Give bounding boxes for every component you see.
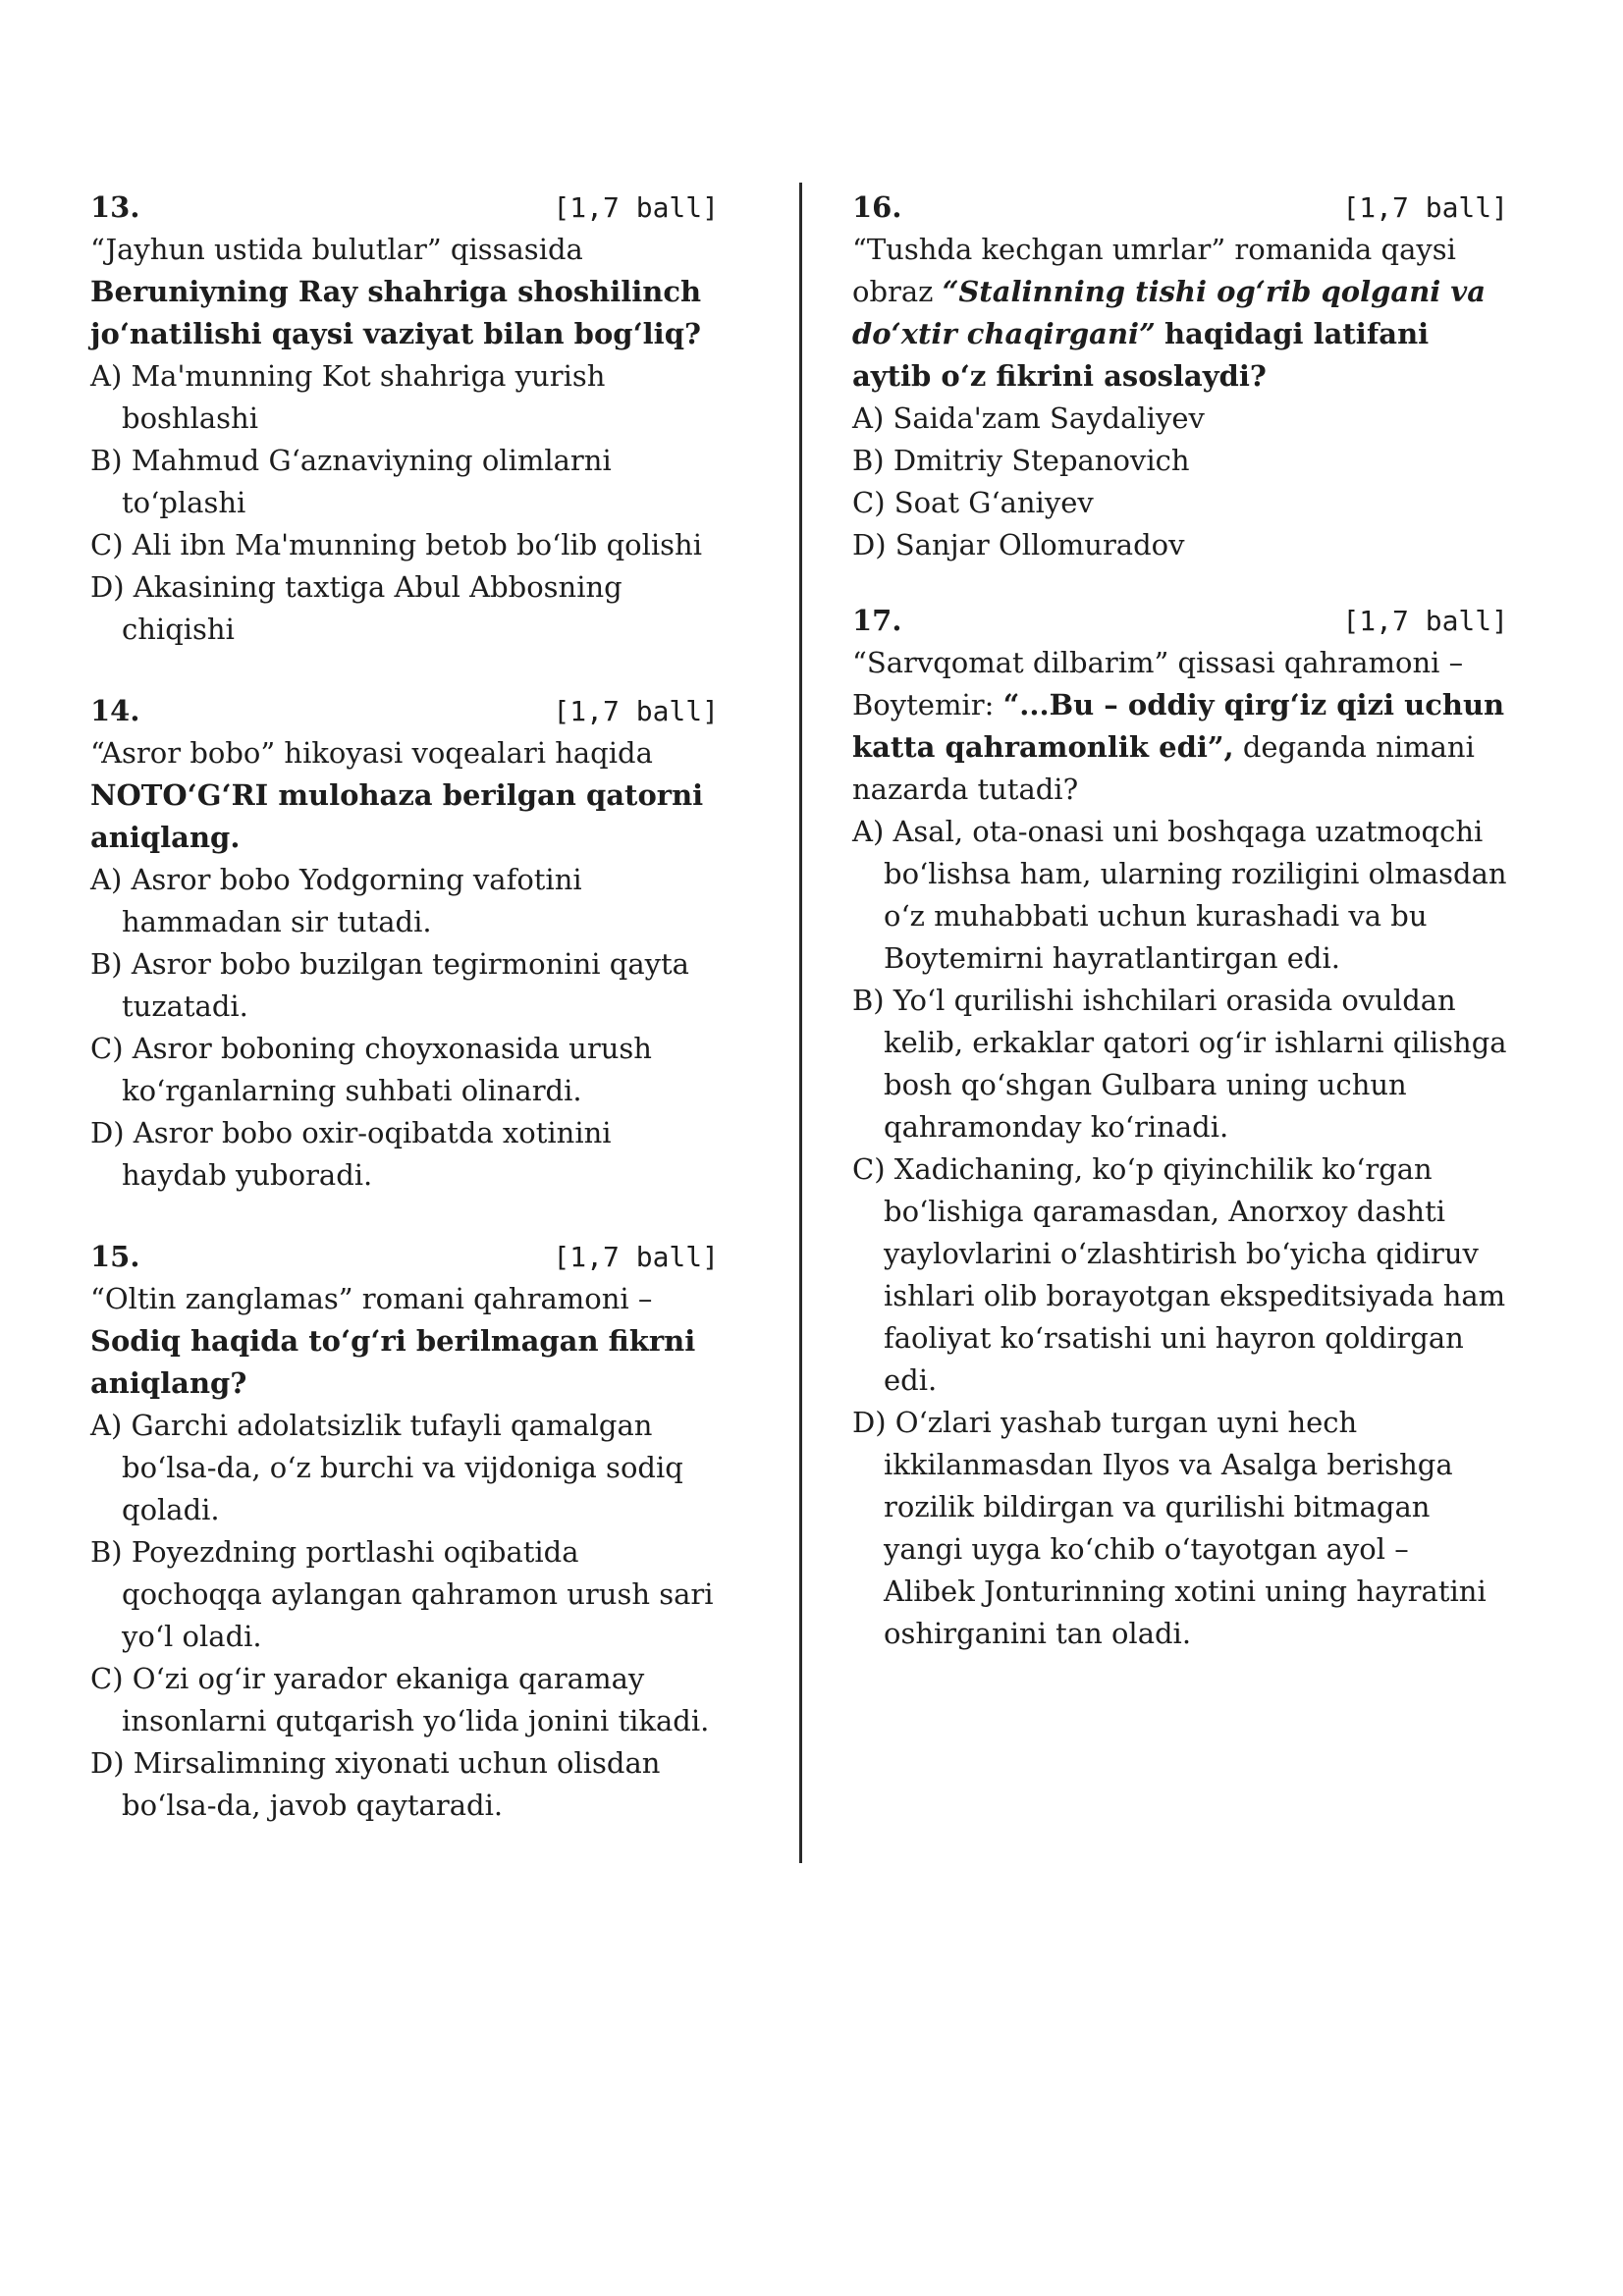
option-b: B) Mahmud G‘aznaviyning olimlarni to‘plashi bbox=[90, 444, 612, 519]
question-header bbox=[90, 187, 719, 229]
question-17 bbox=[852, 600, 1508, 1655]
question-stem bbox=[90, 732, 719, 859]
option-c: C) O‘zi og‘ir yarador ekaniga qaramay insonlarni qutqarish yo‘lida jonini tikadi. bbox=[90, 1662, 710, 1737]
option-b: B) Poyezdning portlashi oqibatida qochoqqa aylangan qahramon urush sari yo‘l oladi. bbox=[90, 1535, 714, 1653]
question-stem-ask: “...Bu – oddiy qirg‘iz qizi uchun katta qahramonlik edi”, bbox=[852, 688, 1505, 764]
option-d: D) Asror bobo oxir-oqibatda xotinini haydab yuboradi. bbox=[90, 1116, 612, 1192]
option-b: B) Asror bobo buzilgan tegirmonini qayta tuzatadi. bbox=[90, 947, 689, 1023]
left-column bbox=[90, 187, 719, 1860]
question-header bbox=[90, 1236, 719, 1278]
question-stem-lead: “Jayhun ustida bulutlar” qissasida bbox=[90, 233, 583, 266]
answer-options bbox=[90, 355, 719, 651]
option-a: A) Asror bobo Yodgorning vafotini hammadan sir tutadi. bbox=[90, 863, 582, 938]
question-13 bbox=[90, 187, 719, 651]
question-number: 13. bbox=[90, 190, 140, 224]
right-column bbox=[852, 187, 1508, 1688]
answer-options bbox=[90, 1405, 719, 1827]
question-header bbox=[90, 690, 719, 732]
question-16 bbox=[852, 187, 1508, 566]
option-b: B) Yo‘l qurilishi ishchilari orasida ovuldan kelib, erkaklar qatori og‘ir ishlarni qilishga bosh qo‘shgan Gulbara uning uchun qahramonday ko‘rinadi. bbox=[852, 984, 1507, 1144]
option-c: C) Xadichaning, ko‘p qiyinchilik ko‘rgan bo‘lishiga qaramasdan, Anorxoy dashti yaylovlarini o‘zlashtirish bo‘yicha qidiruv ishlari olib borayotgan ekspeditsiyada ham faoliyat ko‘rsatishi uni hayron qoldirgan edi. bbox=[852, 1152, 1506, 1397]
question-stem bbox=[90, 1278, 719, 1405]
option-d: D) Akasining taxtiga Abul Abbosning chiqishi bbox=[90, 570, 622, 646]
question-stem-ask: Beruniyning Ray shahriga shoshilinch jo‘natilishi qaysi vaziyat bilan bog‘liq? bbox=[90, 275, 702, 350]
question-stem-lead: “Sarvqomat dilbarim” qissasi qahramoni – Boytemir: bbox=[852, 646, 1464, 721]
option-d: D) Mirsalimning xiyonati uchun olisdan bo‘lsa-da, javob qaytaradi. bbox=[90, 1746, 661, 1822]
question-stem-ask: NOTO‘G‘RI mulohaza berilgan qatorni aniqlang. bbox=[90, 778, 704, 854]
option-a: A) Saida'zam Saydaliyev bbox=[852, 401, 1205, 435]
option-b: B) Dmitriy Stepanovich bbox=[852, 444, 1190, 477]
question-points: [1,7 ball] bbox=[553, 1241, 719, 1273]
option-c: C) Asror boboning choyxonasida urush ko‘rganlarning suhbati olinardi. bbox=[90, 1032, 652, 1107]
answer-options bbox=[852, 398, 1508, 566]
question-stem-lead: “Asror bobo” hikoyasi voqealari haqida bbox=[90, 736, 653, 770]
question-stem-lead: “Tushda kechgan umrlar” romanida qaysi obraz bbox=[852, 233, 1456, 308]
question-header bbox=[852, 187, 1508, 229]
option-a: A) Garchi adolatsizlik tufayli qamalgan bo‘lsa-da, o‘z burchi va vijdoniga sodiq qoladi. bbox=[90, 1409, 683, 1526]
option-d: D) O‘zlari yashab turgan uyni hech ikkilanmasdan Ilyos va Asalga berishga rozilik bildirgan va qurilishi bitmagan yangi uyga ko‘chib o‘tayotgan ayol – Alibek Jonturinning xotini uning hayratini oshirganini tan oladi. bbox=[852, 1406, 1487, 1650]
question-number: 14. bbox=[90, 694, 140, 727]
option-d: D) Sanjar Ollomuradov bbox=[852, 528, 1185, 561]
question-stem-quote: “Stalinning tishi og‘rib qolgani va do‘xtir chaqirgani” bbox=[852, 275, 1487, 350]
question-stem-tail: deganda nimani nazarda tutadi? bbox=[852, 730, 1475, 806]
answer-options bbox=[852, 811, 1508, 1655]
question-number: 17. bbox=[852, 604, 902, 637]
question-points: [1,7 ball] bbox=[1342, 605, 1508, 637]
question-15 bbox=[90, 1236, 719, 1827]
question-14 bbox=[90, 690, 719, 1197]
option-a: A) Ma'munning Kot shahriga yurish boshlashi bbox=[90, 359, 606, 435]
option-a: A) Asal, ota-onasi uni boshqaga uzatmoqchi bo‘lishsa ham, ularning roziligini olmasdan o‘z muhabbati uchun kurashadi va bu Boytemirni hayratlantirgan edi. bbox=[852, 815, 1507, 975]
question-stem bbox=[90, 229, 719, 355]
answer-options bbox=[90, 859, 719, 1197]
question-stem bbox=[852, 229, 1508, 398]
question-stem-ask: Sodiq haqida to‘g‘ri berilmagan fikrni aniqlang? bbox=[90, 1324, 696, 1400]
question-points: [1,7 ball] bbox=[553, 191, 719, 224]
question-stem bbox=[852, 642, 1508, 811]
option-c: C) Ali ibn Ma'munning betob bo‘lib qolishi bbox=[90, 528, 702, 561]
question-number: 16. bbox=[852, 190, 902, 224]
question-stem-ask: haqidagi latifani aytib o‘z fikrini asoslaydi? bbox=[852, 317, 1430, 393]
option-c: C) Soat G‘aniyev bbox=[852, 486, 1094, 519]
question-number: 15. bbox=[90, 1240, 140, 1273]
question-header bbox=[852, 600, 1508, 642]
question-points: [1,7 ball] bbox=[1342, 191, 1508, 224]
question-stem-lead: “Oltin zanglamas” romani qahramoni – bbox=[90, 1282, 653, 1315]
column-divider bbox=[799, 183, 802, 1863]
question-points: [1,7 ball] bbox=[553, 695, 719, 727]
